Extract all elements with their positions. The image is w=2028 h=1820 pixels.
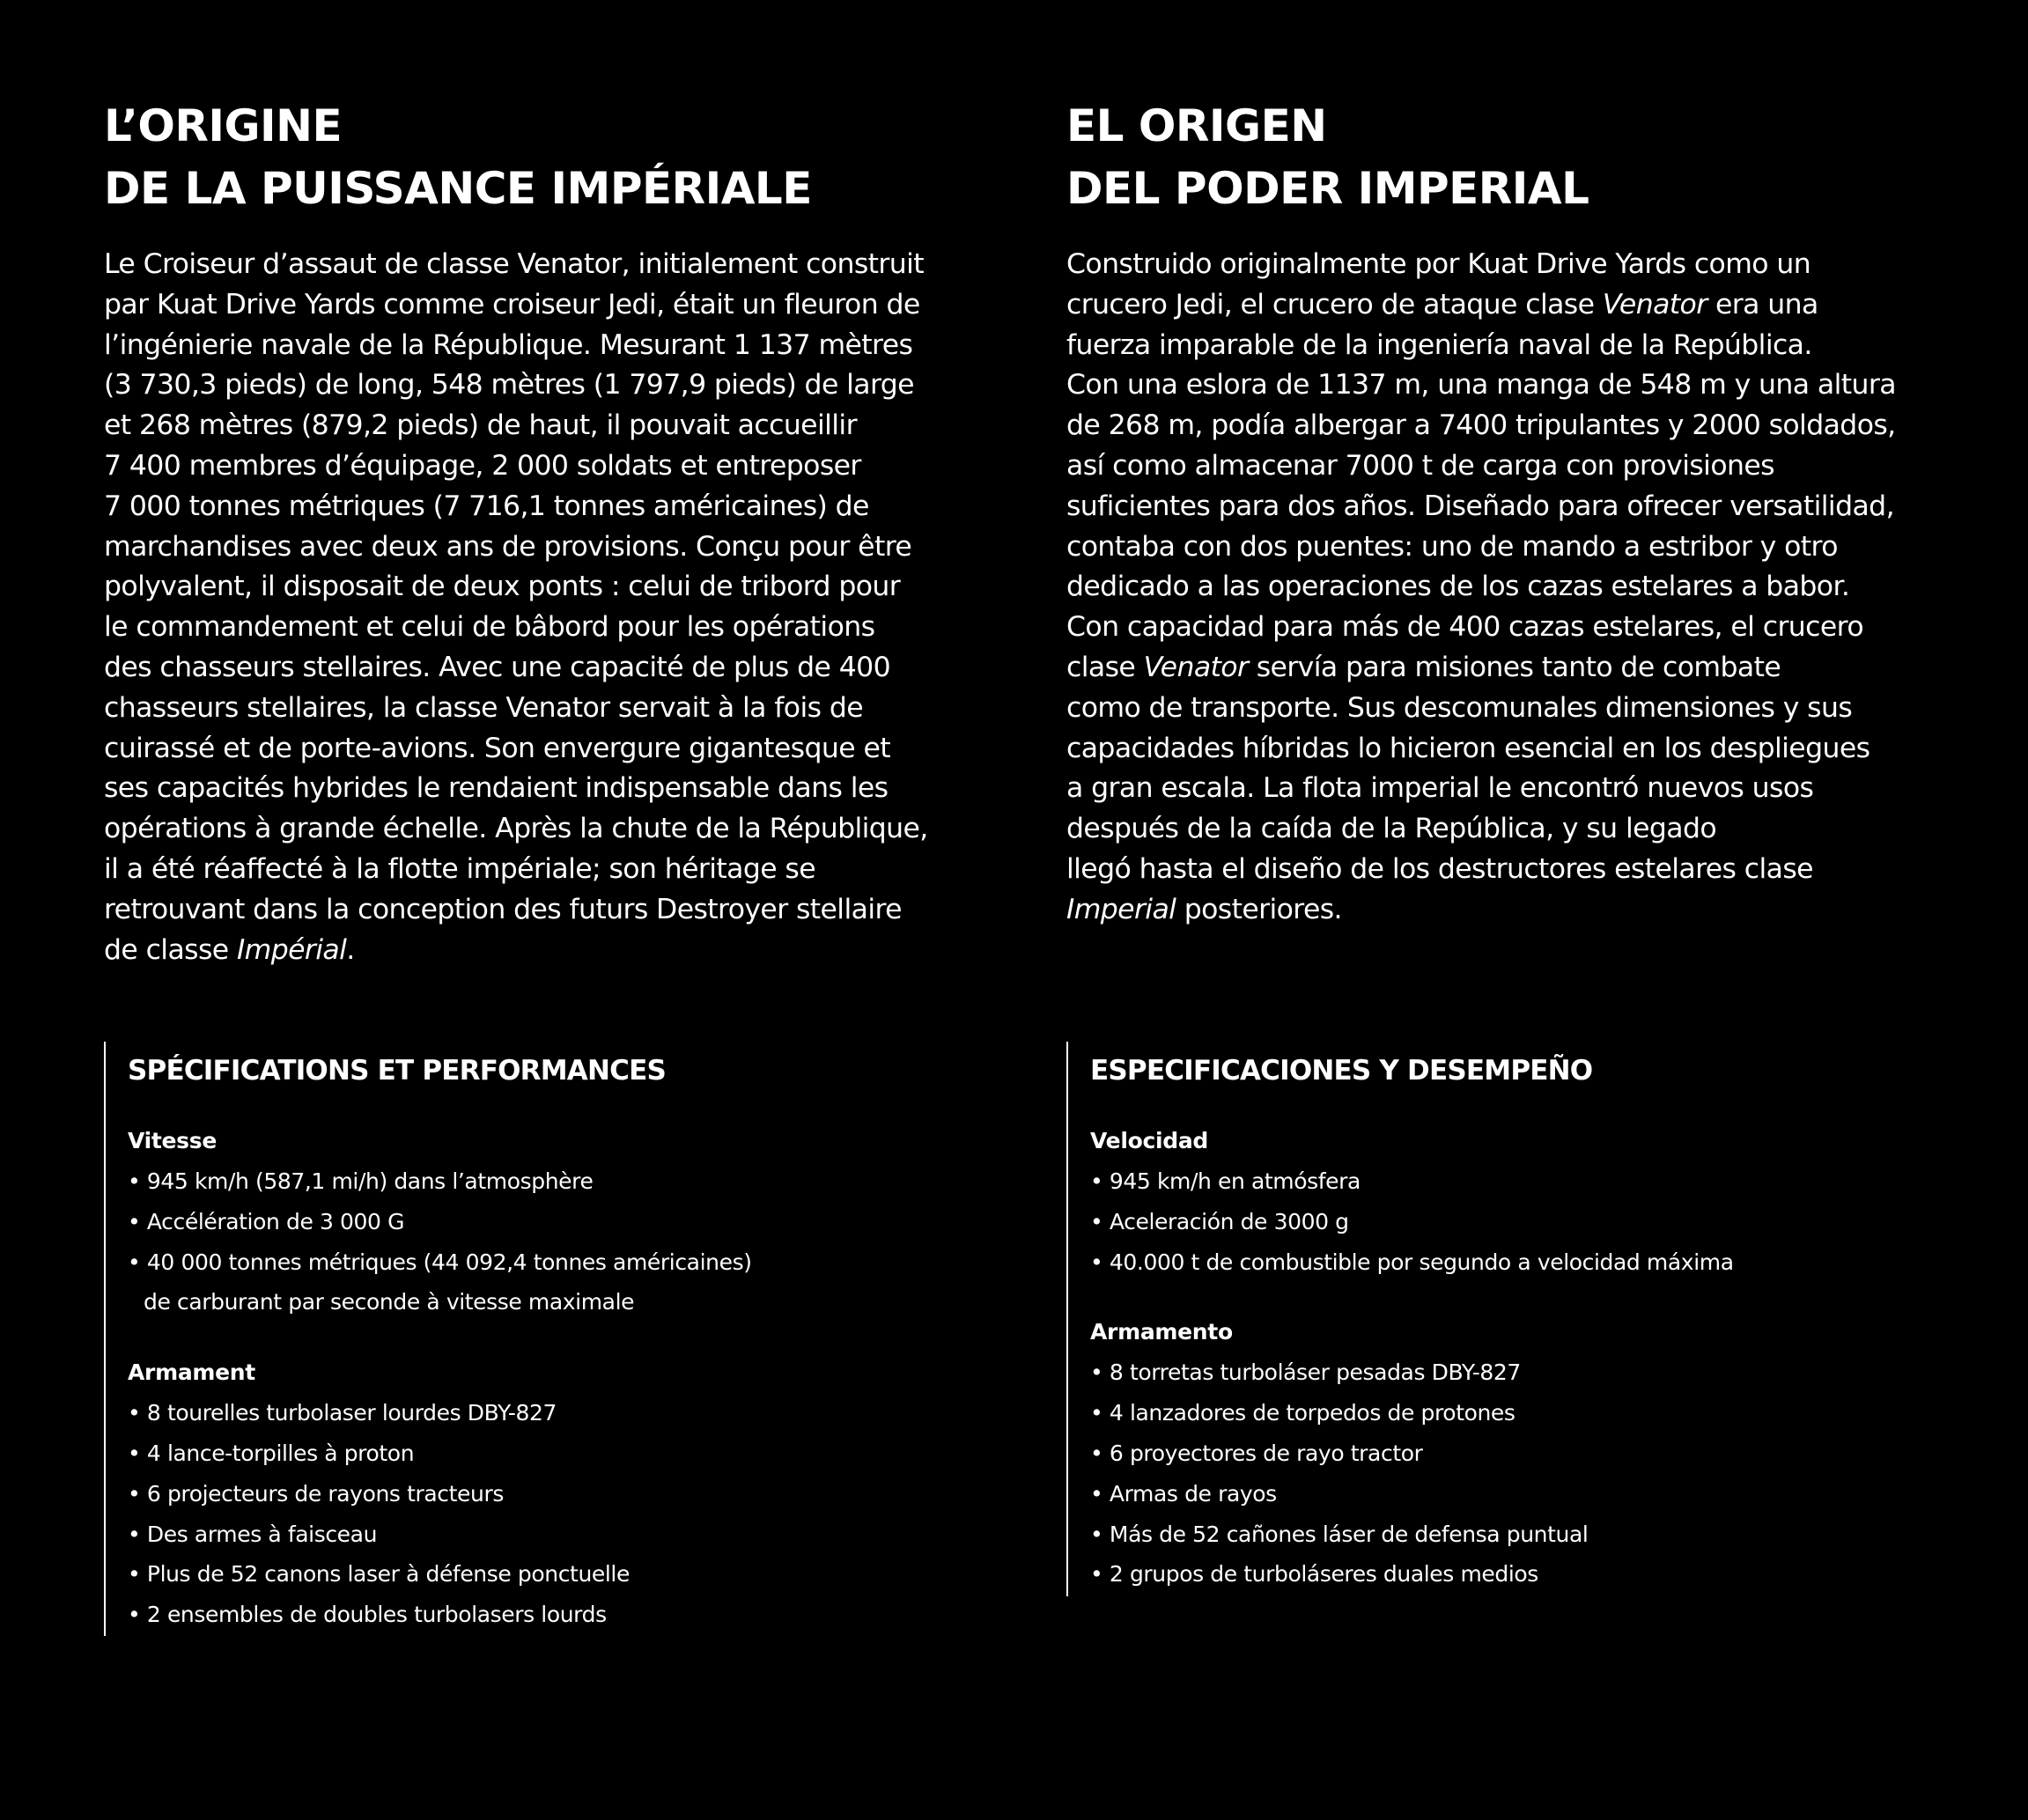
french-body-line: ses capacités hybrides le rendaient indispensable dans les (104, 772, 889, 805)
french-armament-group (128, 1352, 973, 1635)
spanish-body-line: capacidades híbridas lo hicieron esencial en los despliegues (1066, 732, 1870, 764)
french-body-last-prefix: de classe (104, 933, 237, 966)
french-body-line: l’ingénierie navale de la République. Mesurant 1 137 mètres (104, 328, 913, 361)
french-heading-line2: DE LA PUISSANCE IMPÉRIALE (104, 163, 812, 214)
spanish-body-line: suficientes para dos años. Diseñado para ofrecer versatilidad, (1066, 490, 1894, 522)
spanish-body-text (1066, 245, 1956, 931)
spanish-body-l11-italic: Venator (1143, 651, 1249, 683)
french-body-line: 7 400 membres d’équipage, 2 000 soldats et entreposer (104, 449, 861, 482)
french-specs-panel (104, 1042, 973, 1636)
french-armament-item: • Des armes à faisceau (128, 1521, 378, 1547)
spanish-specs-panel (1066, 1042, 1936, 1596)
spanish-body-l11-prefix: clase (1066, 651, 1144, 683)
spanish-heading-line1: EL ORIGEN (1066, 100, 1327, 151)
french-body-line: et 268 mètres (879,2 pieds) de haut, il pouvait accueillir (104, 409, 857, 442)
spanish-speed-group (1090, 1121, 1936, 1282)
french-speed-item-fuel-line1: • 40 000 tonnes métriques (44 092,4 tonnes américaines) (128, 1249, 752, 1275)
spanish-heading-line2: DEL PODER IMPERIAL (1066, 163, 1589, 214)
spanish-specs-title: ESPECIFICACIONES Y DESEMPEÑO (1090, 1055, 1593, 1087)
spanish-speed-heading: Velocidad (1090, 1128, 1209, 1153)
french-body-line: retrouvant dans la conception des futurs Destroyer stellaire (104, 893, 902, 925)
french-body-last-italic: Impérial (236, 933, 347, 966)
spanish-body-line: como de transporte. Sus descomunales dimensiones y sus (1066, 691, 1853, 724)
spanish-body-line: Con capacidad para más de 400 cazas estelares, el crucero (1066, 611, 1863, 644)
spanish-body-line: de 268 m, podía albergar a 7400 tripulantes y 2000 soldados, (1066, 409, 1896, 442)
french-heading-line1: L’ORIGINE (104, 100, 343, 151)
spanish-armament-item: • Armas de rayos (1090, 1480, 1277, 1507)
french-armament-item: • 6 projecteurs de rayons tracteurs (128, 1480, 504, 1507)
spanish-body-l17-italic: Imperial (1066, 893, 1176, 925)
spanish-armament-item: • 8 torretas turboláser pesadas DBY-827 (1090, 1359, 1521, 1386)
french-body-line: 7 000 tonnes métriques (7 716,1 tonnes américaines) de (104, 490, 869, 522)
spanish-body-line: después de la caída de la República, y su legado (1066, 813, 1717, 845)
french-armament-item: • 8 tourelles turbolaser lourdes DBY-827 (128, 1400, 557, 1426)
spanish-body-line: Construido originalmente por Kuat Drive Yards como un (1066, 248, 1811, 280)
french-body-line: le commandement et celui de bâbord pour les opérations (104, 611, 875, 644)
french-specs-title: SPÉCIFICATIONS ET PERFORMANCES (128, 1055, 666, 1087)
spanish-body-line: contaba con dos puentes: uno de mando a estribor y otro (1066, 530, 1838, 563)
french-speed-item-fuel-line2: de carburant par seconde à vitesse maximale (144, 1289, 635, 1315)
spanish-armament-heading: Armamento (1090, 1319, 1233, 1345)
spanish-body-line: llegó hasta el diseño de los destructores estelares clase (1066, 852, 1813, 885)
spanish-body-line (1066, 285, 1956, 326)
french-body-line: opérations à grande échelle. Après la chute de la République, (104, 813, 928, 845)
spanish-speed-item: • Aceleración de 3000 g (1090, 1208, 1349, 1234)
spanish-body-line: Con una eslora de 1137 m, una manga de 548 m y una altura (1066, 369, 1896, 402)
french-armament-item: • 4 lance-torpilles à proton (128, 1440, 415, 1466)
spanish-body-l11-suffix: servía para misiones tanto de combate (1248, 651, 1781, 683)
french-body-line: (3 730,3 pieds) de long, 548 mètres (1 797,9 pieds) de large (104, 369, 914, 402)
french-body-line: Le Croiseur d’assaut de classe Venator, initialement construit (104, 248, 925, 280)
spanish-body-line: fuerza imparable de la ingeniería naval de la República. (1066, 328, 1812, 361)
french-body-line: par Kuat Drive Yards comme croiseur Jedi, était un fleuron de (104, 288, 920, 321)
french-body-text (104, 245, 993, 970)
french-body-line: des chasseurs stellaires. Avec une capacité de plus de 400 (104, 651, 891, 683)
french-body-line: marchandises avec deux ans de provisions. Conçu pour être (104, 530, 912, 563)
french-speed-group (128, 1121, 973, 1323)
spanish-armament-group (1090, 1312, 1936, 1595)
spanish-armament-item: • 6 proyectores de rayo tractor (1090, 1440, 1423, 1466)
french-armament-heading: Armament (128, 1359, 255, 1386)
spanish-heading (1066, 95, 1589, 220)
spanish-speed-item: • 40.000 t de combustible por segundo a velocidad máxima (1090, 1249, 1734, 1275)
french-body-line: chasseurs stellaires, la classe Venator servait à la fois de (104, 691, 863, 724)
french-body-last-suffix: . (346, 933, 355, 966)
french-armament-item: • Plus de 52 canons laser à défense ponctuelle (128, 1561, 630, 1588)
spanish-body-line (1066, 890, 1956, 931)
french-speed-item: • Accélération de 3 000 G (128, 1208, 405, 1234)
spanish-body-line: así como almacenar 7000 t de carga con provisiones (1066, 449, 1774, 482)
spanish-body-l2-italic: Venator (1602, 288, 1707, 321)
french-speed-item: • 945 km/h (587,1 mi/h) dans l’atmosphère (128, 1168, 594, 1194)
french-body-line: cuirassé et de porte-avions. Son envergure gigantesque et (104, 732, 890, 764)
spanish-armament-item: • 2 grupos de turboláseres duales medios (1090, 1561, 1538, 1588)
spanish-body-line: dedicado a las operaciones de los cazas estelares a babor. (1066, 571, 1850, 603)
spanish-body-line: a gran escala. La flota imperial le encontró nuevos usos (1066, 772, 1814, 805)
french-body-line: polyvalent, il disposait de deux ponts : celui de tribord pour (104, 571, 901, 603)
french-armament-item: • 2 ensembles de doubles turbolasers lourds (128, 1602, 607, 1628)
french-speed-item-fuel (128, 1242, 973, 1323)
spanish-body-l2-suffix: era una (1707, 288, 1818, 321)
spanish-armament-item: • 4 lanzadores de torpedos de protones (1090, 1400, 1515, 1426)
spanish-body-l17-suffix: posteriores. (1176, 893, 1342, 925)
spanish-body-line (1066, 648, 1956, 689)
french-speed-heading: Vitesse (128, 1128, 218, 1153)
french-body-last-line (104, 931, 993, 971)
spanish-armament-item: • Más de 52 cañones láser de defensa puntual (1090, 1521, 1589, 1547)
french-body-line: il a été réaffecté à la flotte impériale; son héritage se (104, 852, 816, 885)
spanish-body-l2-prefix: crucero Jedi, el crucero de ataque clase (1066, 288, 1603, 321)
french-heading (104, 95, 812, 220)
spanish-speed-item: • 945 km/h en atmósfera (1090, 1168, 1361, 1194)
